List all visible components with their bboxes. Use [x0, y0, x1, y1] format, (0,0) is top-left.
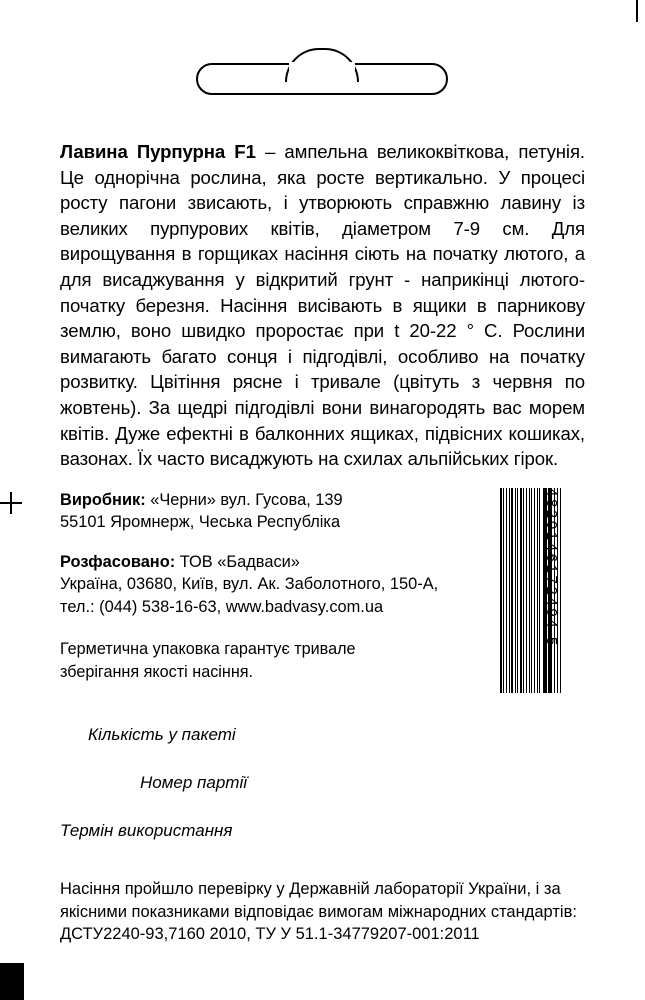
certification-footer [60, 878, 585, 946]
euro-slot-notch-mask [289, 62, 355, 70]
handwritten-fields [60, 725, 480, 841]
product-description-text: – ампельна великоквіткова, петунія. Це однорічна рослина, яка росте вертикально. У процесі росту пагони звисають, і утворюють справжню лавину із великих пурпурових квітів, діаметром 7-9 см. Для вирощування в горщиках насіння сіють на початку лютого, а для висаджування у відкритий грунт - наприкінці лютого-початку березня. Насіння висівають в ящики в парникову землю, воно швидко проростає при t 20-22 ° С. Рослини вимагають багато сонця і підгодівлі, особливо на початку розвитку. Цвітіння рясне і тривале (цвітуть з червня по жовтень). За щедрі підгодівлі вони винагородять вас морем квітів. Дуже ефектні в балконних ящиках, підвісних кошиках, вазонах. Їх часто висаджують на схилах альпійських гірок. [60, 141, 585, 470]
manufacturer-address-2: 55101 Яромнерж, Чеська Республіка [60, 513, 341, 532]
certification-line-2: якісними показниками відповідає вимогам міжнародних стандартів: [60, 902, 577, 921]
crop-mark-left-vertical [10, 492, 12, 514]
seal-note-line-1: Герметична упаковка гарантує тривале [60, 640, 356, 659]
crop-mark-top [636, 0, 638, 22]
manufacturer-label: Виробник: [60, 490, 146, 509]
barcode-digits: 4820146172494 5 [543, 488, 560, 648]
packer-label: Розфасовано: [60, 552, 176, 571]
packer-address: Україна, 03680, Київ, вул. Ак. Заболотного, 150-А, [60, 575, 439, 594]
product-name: Лавина Пурпурна F1 [60, 141, 256, 162]
packer-company: ТОВ «Бадваси» [179, 552, 300, 571]
corner-color-block [0, 963, 24, 1000]
packer-contacts: тел.: (044) 538-16-63, www.badvasy.com.ua [60, 597, 384, 616]
product-description [60, 139, 585, 472]
field-quantity-label: Кількість у пакеті [88, 725, 236, 744]
manufacturer-address-1: «Черни» вул. Гусова, 139 [150, 490, 343, 509]
field-lot-label: Номер партії [140, 773, 247, 792]
seal-note-line-2: зберігання якості насіння. [60, 662, 254, 681]
certification-line-1: Насіння пройшло перевірку у Державній лабораторії України, і за [60, 880, 561, 898]
certification-line-3: ДСТУ2240-93,7160 2010, ТУ У 51.1-34779207-001:2011 [60, 925, 480, 944]
field-expiry-label: Термін використання [60, 821, 233, 840]
barcode-area [500, 488, 590, 718]
